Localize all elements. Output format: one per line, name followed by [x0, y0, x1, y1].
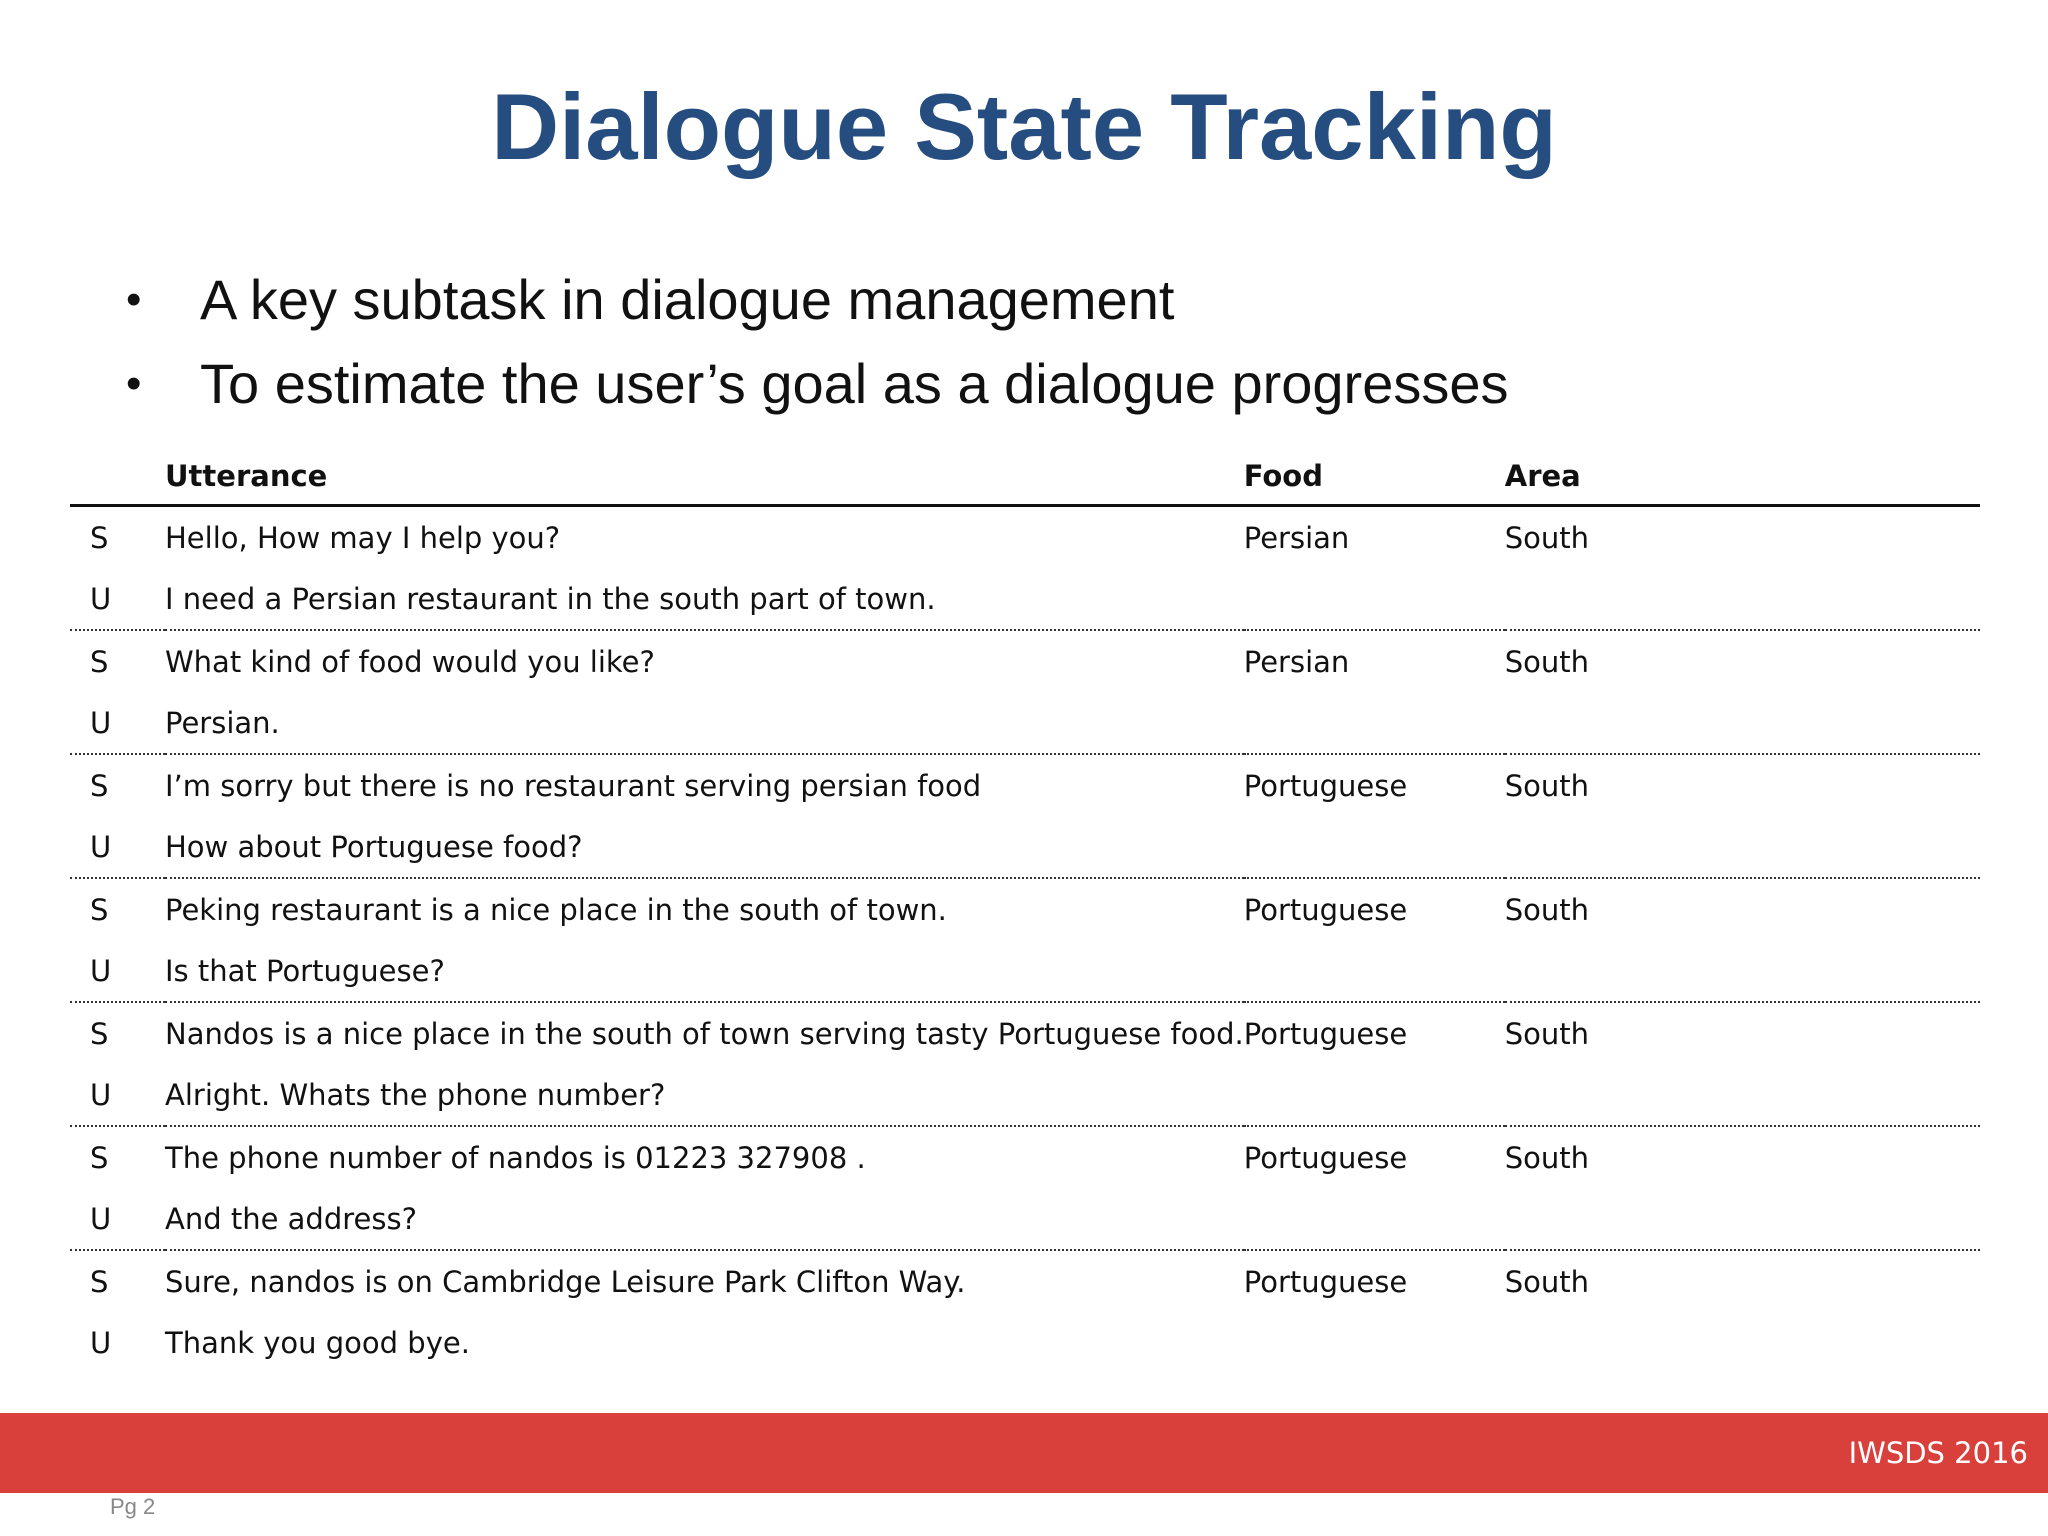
bullet-text: A key subtask in dialogue management	[200, 268, 1175, 331]
slide-title: Dialogue State Tracking	[491, 74, 1557, 179]
food-cell	[1244, 1312, 1505, 1373]
food-cell	[1244, 1188, 1505, 1250]
table-body	[70, 506, 1980, 1374]
footer-bar	[0, 1413, 2048, 1493]
header-utterance: Utterance	[165, 448, 1244, 506]
utterance-cell: How about Portuguese food?	[165, 816, 1244, 878]
food-cell: Persian	[1243, 520, 1350, 555]
speaker-cell: U	[70, 568, 165, 630]
speaker-cell: U	[70, 816, 165, 878]
utterance-cell: Hello, How may I help you?	[165, 520, 561, 555]
table-row	[70, 1250, 1980, 1312]
speaker-cell: U	[70, 1188, 165, 1250]
utterance-cell: Persian.	[165, 692, 1244, 754]
dialogue-state-table	[70, 448, 1980, 1373]
table-row	[70, 940, 1980, 1002]
utterance-cell: I’m sorry but there is no restaurant serving persian food	[165, 768, 982, 803]
table-row	[70, 816, 1980, 878]
area-cell	[1505, 568, 1980, 630]
food-cell: Portuguese	[1243, 1016, 1408, 1051]
bullet-dot: •	[126, 275, 142, 324]
bullet-dot: •	[126, 359, 142, 408]
food-cell	[1244, 816, 1505, 878]
area-cell: South	[1504, 892, 1590, 927]
utterance-cell: Is that Portuguese?	[165, 940, 1244, 1002]
table-row	[70, 1126, 1980, 1188]
page-number: Pg 2	[110, 1494, 156, 1519]
table-row	[70, 1064, 1980, 1126]
bullet-list	[118, 258, 1508, 426]
utterance-cell: Thank you good bye.	[165, 1325, 470, 1360]
area-cell: South	[1504, 520, 1590, 555]
area-cell	[1505, 816, 1980, 878]
area-cell	[1505, 1064, 1980, 1126]
table-row	[70, 878, 1980, 940]
utterance-cell: Alright. Whats the phone number?	[165, 1064, 1244, 1126]
speaker-cell: S	[90, 892, 109, 927]
speaker-cell: S	[90, 1264, 109, 1299]
bullet-item	[118, 258, 1508, 342]
bullet-text: To estimate the user’s goal as a dialogue progresses	[200, 352, 1509, 415]
area-cell: South	[1504, 1140, 1590, 1175]
food-cell: Portuguese	[1243, 768, 1408, 803]
speaker-cell: U	[90, 1325, 112, 1360]
speaker-cell: S	[90, 644, 109, 679]
food-cell	[1244, 1064, 1505, 1126]
speaker-cell: U	[70, 692, 165, 754]
utterance-cell: Nandos is a nice place in the south of town serving tasty Portuguese food.	[165, 1016, 1244, 1051]
food-cell: Portuguese	[1243, 1264, 1408, 1299]
food-cell: Portuguese	[1243, 1140, 1408, 1175]
header-food: Food	[1244, 448, 1505, 506]
table-row	[70, 1002, 1980, 1064]
utterance-cell: Peking restaurant is a nice place in the south of town.	[165, 892, 947, 927]
footer-label: IWSDS 2016	[1848, 1436, 2028, 1470]
speaker-cell: S	[90, 1016, 109, 1051]
food-cell: Portuguese	[1243, 892, 1408, 927]
utterance-cell: I need a Persian restaurant in the south part of town.	[165, 568, 1244, 630]
area-cell	[1505, 1312, 1980, 1373]
table-row	[70, 630, 1980, 692]
speaker-cell: S	[90, 1140, 109, 1175]
utterance-cell: The phone number of nandos is 01223 327908 .	[165, 1140, 866, 1175]
header-speaker	[70, 448, 165, 506]
area-cell: South	[1504, 644, 1590, 679]
table-row	[70, 506, 1980, 569]
speaker-cell: U	[70, 1064, 165, 1126]
speaker-cell: S	[90, 768, 109, 803]
table-row	[70, 692, 1980, 754]
utterance-cell: And the address?	[165, 1188, 1244, 1250]
area-cell	[1505, 692, 1980, 754]
area-cell	[1505, 1188, 1980, 1250]
table-row	[70, 754, 1980, 816]
table-row	[70, 1188, 1980, 1250]
speaker-cell: S	[90, 520, 109, 555]
food-cell	[1244, 568, 1505, 630]
table-row	[70, 1312, 1980, 1373]
header-area: Area	[1505, 448, 1980, 506]
area-cell: South	[1504, 1016, 1590, 1051]
food-cell	[1244, 940, 1505, 1002]
table-row	[70, 568, 1980, 630]
area-cell: South	[1504, 768, 1590, 803]
area-cell	[1505, 940, 1980, 1002]
utterance-cell: Sure, nandos is on Cambridge Leisure Park Clifton Way.	[165, 1264, 966, 1299]
speaker-cell: U	[70, 940, 165, 1002]
food-cell	[1244, 692, 1505, 754]
bullet-item	[118, 342, 1508, 426]
food-cell: Persian	[1243, 644, 1350, 679]
area-cell: South	[1504, 1264, 1590, 1299]
utterance-cell: What kind of food would you like?	[165, 644, 655, 679]
table-header-row	[70, 448, 1980, 506]
